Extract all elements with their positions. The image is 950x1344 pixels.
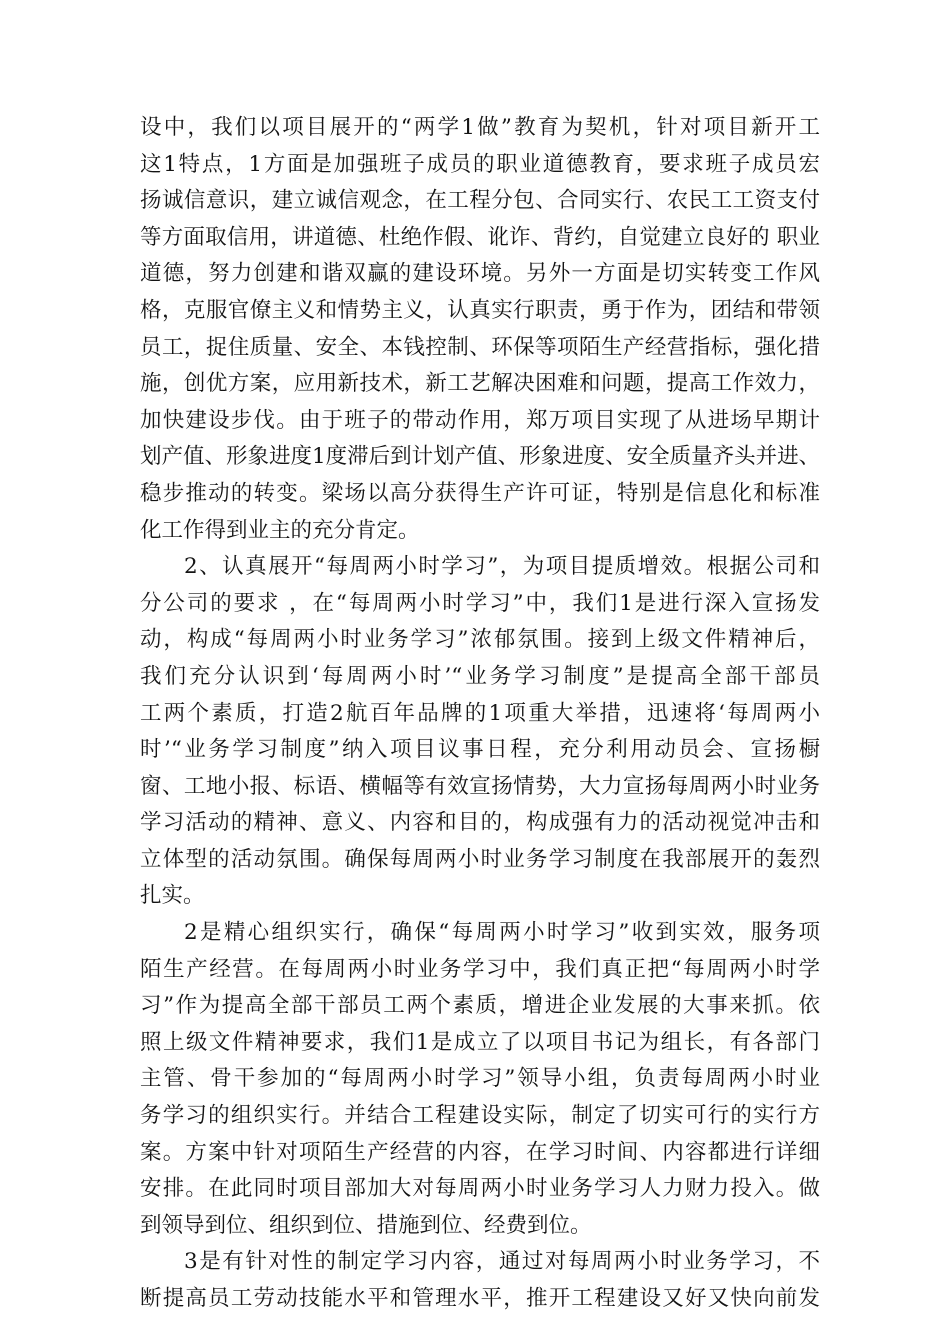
text-line: 照上级文件精神要求，我们1是成立了以项目书记为组长，有各部门 [140,1029,820,1055]
paragraph [140,915,820,1244]
text-line: 动，构成“每周两小时业务学习”浓郁氛围。接到上级文件精神后， [140,627,820,653]
text-line: 扎实。 [140,883,205,909]
text-line: 2、认真展开“每周两小时学习”，为项目提质增效。根据公司和 [184,554,820,580]
text-line: 3是有针对性的制定学习内容，通过对每周两小时业务学习，不 [184,1249,820,1275]
text-line: 案。方案中针对项陌生产经营的内容，在学习时间、内容都进行详细 [140,1139,820,1165]
text-line: 工两个素质，打造2航百年品牌的1项重大举措，迅速将‘每周两小 [140,700,820,726]
text-line: 稳步推动的转变。梁场以高分获得生产许可证，特别是信息化和标准 [140,480,820,506]
text-line: 员工，捉住质量、安全、本钱控制、环保等项陌生产经营指标，强化措 [140,334,820,360]
text-line: 这1特点，1方面是加强班子成员的职业道德教育，要求班子成员宏 [140,151,820,177]
text-line: 施，创优方案，应用新技术，新工艺解决困难和问题，提高工作效力， [140,371,820,397]
text-line: 划产值、形象进度1度滞后到计划产值、形象进度、安全质量齐头并进、 [140,444,821,470]
paragraph [140,549,820,915]
text-line: 格，克服官僚主义和情势主义，认真实行职责，勇于作为，团结和带领 [140,297,820,323]
paragraph [140,1244,820,1317]
text-line: 陌生产经营。在每周两小时业务学习中，我们真正把“每周两小时学 [140,956,820,982]
text-line: 窗、工地小报、标语、横幅等有效宣扬情势，大力宣扬每周两小时业务 [140,773,820,799]
text-line: 务学习的组织实行。并结合工程建设实际，制定了切实可行的实行方 [140,1103,820,1129]
text-line: 扬诚信意识，建立诚信观念，在工程分包、合同实行、农民工工资支付 [140,188,820,214]
text-line: 到领导到位、组织到位、措施到位、经费到位。 [140,1212,592,1238]
text-line: 分公司的要求 ，在“每周两小时学习”中，我们1是进行深入宣扬发 [140,590,820,616]
text-line: 道德，努力创建和谐双赢的建设环境。另外一方面是切实转变工作风 [140,261,820,287]
text-line: 习”作为提高全部干部员工两个素质，增进企业发展的大事来抓。依 [140,993,820,1019]
text-line: 等方面取信用，讲道德、杜绝作假、讹诈、背约，自觉建立良好的 职业 [140,224,820,250]
text-line: 设中，我们以项目展开的“两学1做”教育为契机，针对项目新开工 [140,115,820,140]
text-line: 时’“业务学习制度”纳入项目议事日程，充分利用动员会、宣扬橱 [140,737,820,763]
text-line: 2是精心组织实行，确保“每周两小时学习”收到实效，服务项 [184,920,820,946]
text-line: 主管、骨干参加的“每周两小时学习”领导小组，负责每周两小时业 [140,1066,820,1092]
text-line: 加快建设步伐。由于班子的带动作用，郑万项目实现了从进场早期计 [140,407,820,433]
text-line: 立体型的活动氛围。确保每周两小时业务学习制度在我部展开的轰烈 [140,846,820,872]
text-line: 安排。在此同时项目部加大对每周两小时业务学习人力财力投入。做 [140,1176,820,1202]
paragraph [140,110,820,549]
text-line: 学习活动的精神、意义、内容和目的，构成强有力的活动视觉冲击和 [140,810,820,836]
text-line: 我们充分认识到‘每周两小时’“业务学习制度”是提高全部干部员 [140,663,820,689]
text-line: 化工作得到业主的充分肯定。 [140,517,420,543]
document-body [140,110,820,1318]
text-line: 断提高员工劳动技能水平和管理水平，推开工程建设又好又快向前发 [140,1286,820,1311]
